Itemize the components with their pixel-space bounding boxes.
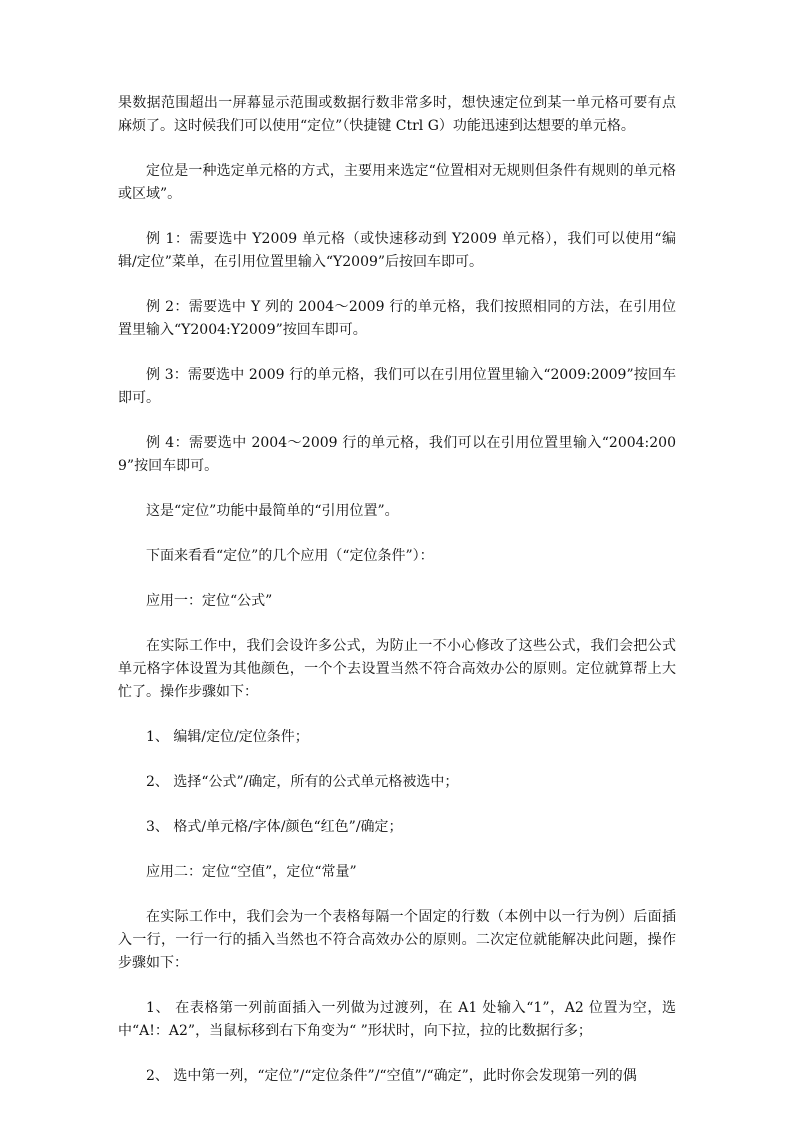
paragraph-example-3: 例 3：需要选中 2009 行的单元格，我们可以在引用位置里输入“2009:2009”按回车即可。 [118,367,676,406]
heading-application-1: 应用一：定位“公式” [146,593,273,609]
step-2-1: 1、 在表格第一列前面插入一列做为过渡列，在 A1 处输入“1”，A2 位置为空，选中“A!：A2”，当鼠标移到右下角变为“ ”形状时，向下拉，拉的比数据行多； [118,1000,676,1039]
heading-application-2: 应用二：定位“空值”，定位“常量” [146,864,357,880]
paragraph-example-1: 例 1：需要选中 Y2009 单元格（或快速移动到 Y2009 单元格），我们可以使用“编辑/定位”菜单，在引用位置里输入“Y2009”后按回车即可。 [118,231,676,270]
step-1-2: 2、 选择“公式”/确定，所有的公式单元格被选中； [146,774,459,790]
paragraph-example-4: 例 4：需要选中 2004～2009 行的单元格，我们可以在引用位置里输入“2004:2009”按回车即可。 [118,435,676,474]
paragraph-definition: 定位是一种选定单元格的方式，主要用来选定“位置相对无规则但条件有规则的单元格或区域”。 [118,163,676,202]
paragraph-application-2: 在实际工作中，我们会为一个表格每隔一个固定的行数（本例中以一行为例）后面插入一行，一行一行的插入当然也不符合高效办公的原则。二次定位就能解决此问题，操作步骤如下： [118,909,676,971]
step-1-3: 3、 格式/单元格/字体/颜色“红色”/确定； [146,819,403,835]
paragraph-example-2: 例 2：需要选中 Y 列的 2004～2009 行的单元格，我们按照相同的方法，在引用位置里输入“Y2004:Y2009”按回车即可。 [118,299,676,338]
step-2-2: 2、 选中第一列，“定位”/“定位条件”/“空值”/“确定”，此时你会发现第一列的偶 [146,1068,637,1084]
paragraph-application-1: 在实际工作中，我们会设许多公式，为防止一不小心修改了这些公式，我们会把公式单元格字体设置为其他颜色，一个个去设置当然不符合高效办公的原则。定位就算帮上大忙了。操作步骤如下： [118,638,676,700]
step-1-1: 1、 编辑/定位/定位条件； [146,729,309,745]
paragraph-summary: 这是“定位”功能中最简单的“引用位置”。 [146,503,399,519]
paragraph-intro-continued: 果数据范围超出一屏幕显示范围或数据行数非常多时，想快速定位到某一单元格可要有点麻烦了。这时候我们可以使用“定位”（快捷键 Ctrl G）功能迅速到达想要的单元格。 [118,95,676,134]
paragraph-applications-intro: 下面来看看“定位”的几个应用（“定位条件”）： [146,548,434,564]
